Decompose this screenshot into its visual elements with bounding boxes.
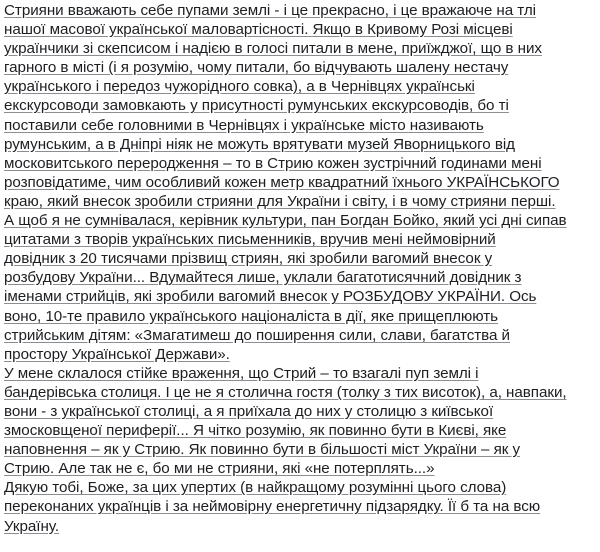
text-line: простору Української Держави».: [4, 345, 230, 363]
text-line: іменами стрийців, які зробили вагомий внесок у РОЗБУДОВУ УКРАЇНИ. Ось: [4, 288, 537, 306]
text-line: Дякую тобі, Боже, за цих упертих (в найкращому розумінні цього слова): [4, 479, 507, 497]
text-line: українського і передоз чужорідного совка), а в Чернівцях українські: [4, 78, 475, 96]
text-line: румунським, а в Дніпрі ніяк не можуть врятувати музей Яворницького від: [4, 135, 515, 153]
post-paragraph-1: [4, 1, 598, 364]
text-line: поставили себе головними в Чернівцях і українське місто називають: [4, 116, 484, 134]
text-line: екскурсоводи замовкають у присутності румунських екскурсоводів, бо ті: [4, 97, 509, 115]
text-line: розповідатиме, чим особливий кожен метр квадратний їхнього УКРАЇНСЬКОГО: [4, 173, 560, 191]
text-line: А щоб я не сумнівалася, керівник культури, пан Богдан Бойко, який усі дні сипав: [4, 212, 567, 230]
post-paragraph-3: [4, 478, 598, 535]
post-paragraph-2: [4, 364, 598, 479]
text-line: У мене склалося стійке враження, що Стрий – то взагалі пуп землі і: [4, 364, 479, 382]
text-line: цитатами з творів українських письменників, вручив мені неймовірний: [4, 231, 496, 249]
text-line: Україну.: [4, 517, 60, 535]
post-text: [4, 1, 598, 536]
text-line: стрийським дітям: «Змагатимеш до поширення сили, слави, багатства й: [4, 326, 510, 344]
text-line: переконаних українців і за неймовірну енергетичну підзарядку. Її б та на всю: [4, 498, 541, 516]
text-line: довідник з 20 тисячами прізвищ стриян, які зробили вагомий внесок у: [4, 250, 493, 268]
text-line: вони - з української столиці, а я приїхала до них у столицю з київської: [4, 402, 494, 420]
text-line: розбудову України... Вдумайтеся лише, уклали багатотисячний довідник з: [4, 269, 522, 287]
text-line: бандерівська столиця. І це не я столична гостя (толку з тих висоток), а, навпаки,: [4, 383, 567, 401]
text-line: наповнення – як у Стрию. Як повинно бути в більшості міст України – як у: [4, 441, 521, 459]
text-line: українчики зі скепсисом і надією в голосі питали в мене, приїжджої, що в них: [4, 40, 542, 58]
text-line: воно, 10-те правило українського націоналіста в дії, яке прищеплюють: [4, 307, 499, 325]
text-line: Стрию. Але так не є, бо ми не стрияни, які «не потерплять...»: [4, 460, 435, 478]
text-line: нашої масової української маловартісності. Якщо в Кривому Розі місцеві: [4, 21, 513, 39]
text-line: гарного в місті (і я розумію, чому питали, бо відчувають шалену нестачу: [4, 59, 509, 77]
text-line: московитського переродження – то в Стрию кожен зустрічний годинами мені: [4, 154, 542, 172]
text-line: змосковщеної периферії... Я чітко розумію, як повинно бути в Києві, яке: [4, 422, 507, 440]
text-line: краю, який внесок зробили стрияни для України і світу, і в чому стрияни перші.: [4, 192, 556, 210]
text-line: Стрияни вважають себе пупами землі - і це прекрасно, і це вражаюче на тлі: [4, 2, 537, 19]
